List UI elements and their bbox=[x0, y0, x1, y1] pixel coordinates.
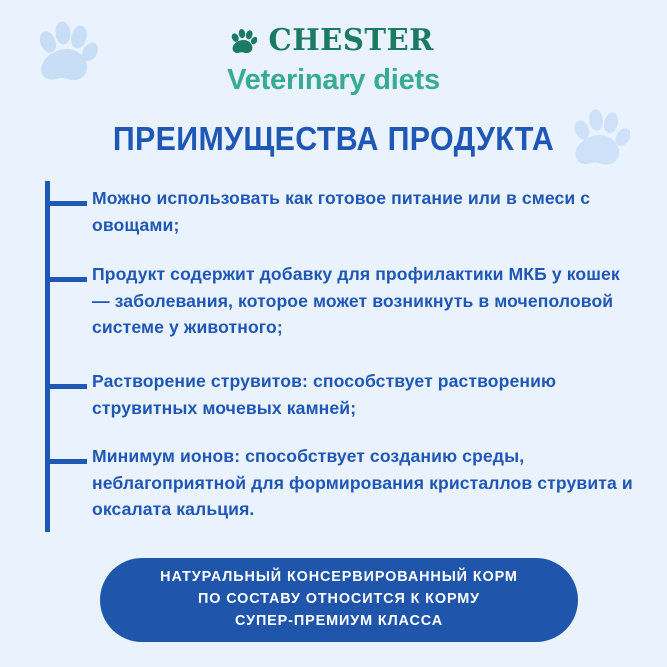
brand-name: CHESTER bbox=[268, 23, 434, 58]
brand-header bbox=[0, 24, 667, 95]
benefit-item bbox=[45, 443, 645, 523]
benefit-item bbox=[45, 368, 645, 421]
brand-tagline: Veterinary diets bbox=[227, 64, 440, 96]
product-class-banner bbox=[100, 558, 578, 642]
benefits-list bbox=[0, 178, 667, 538]
benefit-item bbox=[45, 185, 645, 238]
page-title: ПРЕИМУЩЕСТВА ПРОДУКТА bbox=[112, 120, 555, 157]
benefit-text: Продукт содержит добавку для профилактики МКБ у кошек — заболевания, которое может возникнуть в мочеполовой системе у животного; bbox=[92, 264, 620, 338]
paw-print-icon bbox=[231, 29, 257, 53]
banner-line: НАТУРАЛЬНЫЙ КОНСЕРВИРОВАННЫЙ КОРМ bbox=[160, 569, 518, 586]
brand-name-row bbox=[0, 24, 667, 58]
benefit-tick-marker bbox=[45, 201, 87, 206]
benefit-item bbox=[45, 261, 645, 341]
banner-line: ПО СОСТАВУ ОТНОСИТСЯ К КОРМУ bbox=[197, 591, 480, 608]
benefit-text: Можно использовать как готовое питание или в смеси с овощами; bbox=[92, 188, 591, 235]
benefit-text: Минимум ионов: способствует созданию среды, неблагоприятной для формирования кристаллов струвита и оксалата кальция. bbox=[92, 446, 633, 520]
benefit-tick-marker bbox=[45, 277, 87, 282]
benefit-tick-marker bbox=[45, 384, 87, 389]
benefit-tick-marker bbox=[45, 459, 87, 464]
banner-line: СУПЕР-ПРЕМИУМ КЛАССА bbox=[234, 612, 444, 629]
benefit-text: Растворение струвитов: способствует растворению струвитных мочевых камней; bbox=[92, 371, 557, 418]
